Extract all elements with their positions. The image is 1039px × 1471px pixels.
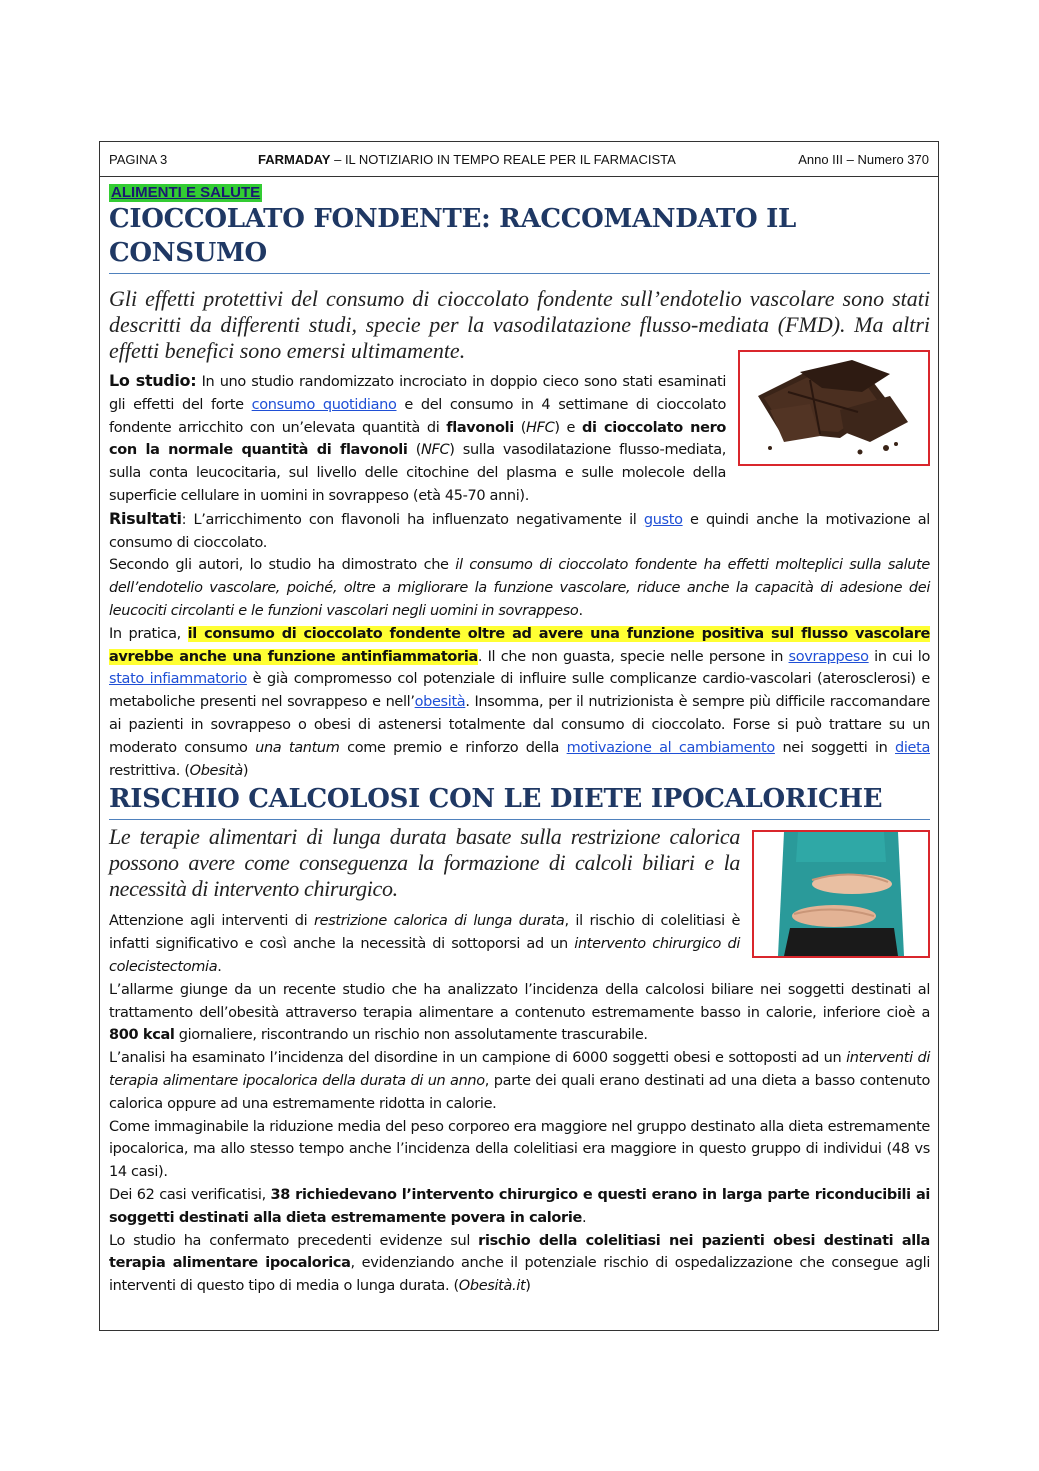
running-header	[100, 142, 938, 177]
link-obesita[interactable]: obesità	[414, 694, 466, 711]
article2-lead: Le terapie alimentari di lunga durata basate sulla restrizione calorica possono avere come conseguenza la formazione di calcoli biliari e la necessità di intervento chirurgico.	[109, 824, 740, 902]
dark-chocolate-photo-icon	[740, 352, 928, 464]
article2-paragraph-4: Come immaginabile la riduzione media del peso corporeo era maggiore nel gruppo destinato alla dieta estremamente ipocalorica, ma allo stesso tempo anche l’incidenza della colelitiasi era maggiore in questo gruppo di individui (48 vs 14 casi).	[109, 1118, 930, 1181]
brand-name: FARMADAY	[258, 152, 331, 167]
highlighted-conclusion: il consumo di cioccolato fondente oltre ad avere una funzione positiva sul flusso vascolare avrebbe anche una funzione antinfiammatoria	[109, 625, 930, 665]
article2-title: RISCHIO CALCOLOSI CON LE DIETE IPOCALORICHE	[109, 782, 930, 820]
study-label: Lo studio:	[109, 371, 197, 390]
page-number: PAGINA 3	[109, 152, 168, 167]
link-sovrappeso[interactable]: sovrappeso	[788, 648, 869, 665]
abdomen-image	[752, 830, 930, 958]
link-consumo-quotidiano[interactable]: consumo quotidiano	[251, 396, 397, 413]
link-stato-infiammatorio[interactable]: stato infiammatorio	[109, 671, 247, 688]
article2-paragraph-6: Lo studio ha confermato precedenti evidenze sul rischio della colelitiasi nei pazienti obesi destinati alla terapia alimentare ipocalorica, evidenziando anche il potenziale rischio di ospedalizzazione che consegue agli interventi di questo tipo di media o lunga durata. (Obesità.it)	[109, 1232, 931, 1295]
results-label: Risultati	[109, 508, 182, 528]
abdomen-pain-photo-icon	[754, 832, 928, 956]
newsletter-title	[258, 152, 676, 167]
link-dieta[interactable]: dieta	[895, 739, 930, 756]
link-motivazione[interactable]: motivazione al cambiamento	[566, 739, 775, 756]
issue-number: Anno III – Numero 370	[798, 152, 929, 167]
article2-body	[109, 824, 930, 1298]
article2-paragraph-3: L’analisi ha esaminato l’incidenza del disordine in un campione di 6000 soggetti obesi e sottoposti ad un interventi di terapia alimentare ipocalorica della durata di un anno, parte dei quali erano destinati ad una dieta a basso contenuto calorica oppure ad una estremamente ridotta in calorie.	[109, 1050, 931, 1112]
article1-body	[109, 370, 930, 782]
page-frame	[99, 141, 939, 1331]
article2-paragraph-2: L’allarme giunge da un recente studio che ha analizzato l’incidenza della calcolosi biliare nei soggetti destinati al trattamento dell’obesità attraverso terapia alimentare a contenuto estremamente basso in calorie, inferiore cioè a 800 kcal giornaliere, riscontrando un rischio non assolutamente trascurabile.	[109, 981, 930, 1044]
article1-title: CIOCCOLATO FONDENTE: RACCOMANDATO IL CONSUMO	[109, 202, 930, 274]
article1-paragraph-practice: In pratica, il consumo di cioccolato fondente oltre ad avere una funzione positiva sul flusso vascolare avrebbe anche una funzione antinfiammatoria. Il che non guasta, specie nelle persone in sovrappeso in cui lo stato infiammatorio è già compromesso col potenziale di influire sulle complicanze cardio-vascolari (aterosclerosi) e metaboliche presenti nel sovrappeso e nell’obesità. Insomma, per il nutrizionista è sempre più difficile raccomandare ai pazienti in sovrappeso o obesi di astenersi totalmente dal consumo di cioccolato. Forse si può trattare su un moderato consumo una tantum come premio e rinforzo della motivazione al cambiamento nei soggetti in dieta restrittiva. (Obesità)	[109, 625, 931, 779]
link-gusto[interactable]: gusto	[643, 511, 683, 528]
article1-paragraph-study: Lo studio: In uno studio randomizzato incrociato in doppio cieco sono stati esaminati gli effetti del forte consumo quotidiano e del consumo in 4 settimane di cioccolato fondente arricchito con un’elevata quantità di flavonoli (HFC) e di cioccolato nero con la normale quantità di flavonoli (NFC) sulla vasodilatazione flusso-mediata, sulla conta leucocitaria, sul livello delle citochine del plasma e sulle molecole della superficie cellulare in uomini in sovrappeso (età 45-70 anni).	[109, 371, 727, 504]
section-kicker: ALIMENTI E SALUTE	[111, 184, 261, 201]
tagline: – IL NOTIZIARIO IN TEMPO REALE PER IL FARMACISTA	[330, 152, 676, 167]
article2-paragraph-5: Dei 62 casi verificatisi, 38 richiedevano l’intervento chirurgico e questi erano in larga parte riconducibili ai soggetti destinati alla dieta estremamente povera in calorie.	[109, 1186, 931, 1226]
article1-lead: Gli effetti protettivi del consumo di cioccolato fondente sull’endotelio vascolare sono stati descritti da differenti studi, specie per la vasodilatazione flusso-mediata (FMD). Ma altri effetti benefici sono emersi ultimamente.	[109, 286, 930, 363]
article2-paragraph-1: Attenzione agli interventi di restrizione calorica di lunga durata, il rischio di colelitiasi è infatti significativo e così anche la necessità di sottoporsi ad un intervento chirurgico di colecistectomia.	[109, 913, 741, 975]
article1-paragraph-results: Risultati: L’arricchimento con flavonoli ha influenzato negativamente il gusto e quindi anche la motivazione al consumo di cioccolato.	[109, 508, 930, 551]
chocolate-image	[738, 350, 930, 466]
page-content	[109, 176, 930, 1298]
article1-paragraph-authors: Secondo gli autori, lo studio ha dimostrato che il consumo di cioccolato fondente ha effetti molteplici sulla salute dell’endotelio vascolare, poiché, oltre a migliorare la funzione vascolare, riduce anche la capacità di adesione dei leucociti circolanti e le funzioni vascolari negli uomini in sovrappeso.	[109, 557, 930, 619]
